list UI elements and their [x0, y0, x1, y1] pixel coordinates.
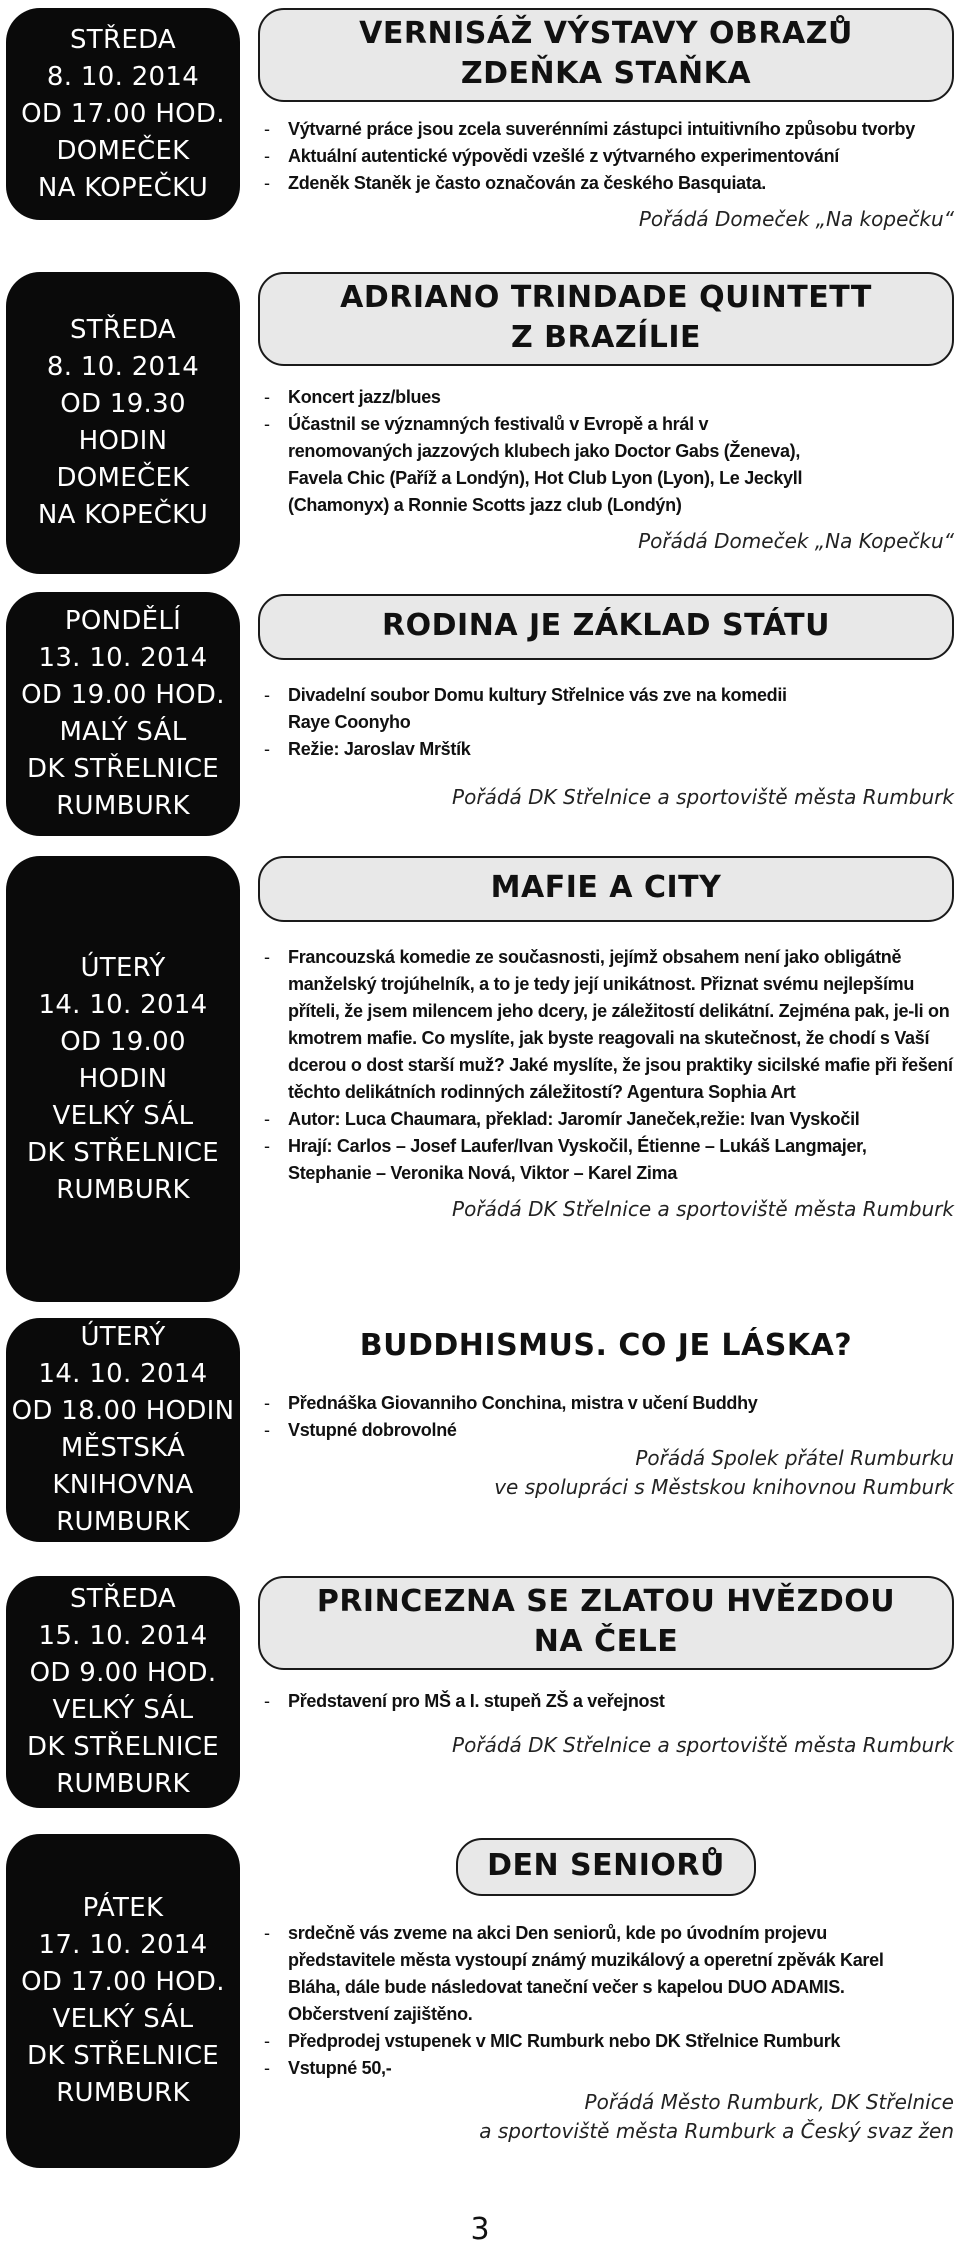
detail-item: - Divadelní soubor Domu kultury Střelnice vás zve na komedii Raye Coonyho	[258, 682, 954, 736]
event-details	[258, 1920, 954, 2082]
date-line: RUMBURK	[56, 1174, 190, 1205]
event-details	[258, 384, 954, 519]
event-title: PRINCEZNA SE ZLATOU HVĚZDOU NA ČELE	[258, 1576, 954, 1670]
detail-item: - Režie: Jaroslav Mrštík	[258, 736, 954, 763]
date-line: DK STŘELNICE	[27, 1732, 219, 1762]
date-line: 14. 10. 2014	[38, 989, 208, 1020]
event-organizer: Pořádá Domeček „Na kopečku“	[638, 207, 954, 231]
detail-item: - Výtvarné práce jsou zcela suverénními zástupci intuitivního způsobu tvorby	[258, 116, 954, 143]
event-date-badge	[6, 592, 240, 836]
event-details	[258, 1688, 954, 1715]
date-line: OD 19.00 HOD.	[21, 680, 225, 710]
detail-item: - Koncert jazz/blues	[258, 384, 954, 411]
date-line: DK STŘELNICE	[27, 2041, 219, 2071]
date-line: OD 19.00	[60, 1026, 186, 1057]
date-line: NA KOPEČKU	[37, 172, 209, 203]
event-date-badge	[6, 1318, 240, 1542]
detail-item: - Zdeněk Staněk je často označován za českého Basquiata.	[258, 170, 954, 197]
detail-item: - Vstupné 50,-	[258, 2055, 954, 2082]
event-content	[258, 272, 954, 556]
date-line: OD 9.00 HOD.	[29, 1658, 217, 1688]
event-date-badge	[6, 856, 240, 1302]
date-line: OD 17.00 HOD.	[21, 98, 225, 129]
date-line: RUMBURK	[56, 791, 190, 821]
date-line: DK STŘELNICE	[27, 754, 219, 784]
date-line: VELKÝ SÁL	[52, 1695, 194, 1725]
detail-item: - Předprodej vstupenek v MIC Rumburk nebo DK Střelnice Rumburk	[258, 2028, 954, 2055]
date-line: STŘEDA	[69, 1584, 177, 1614]
date-line: OD 18.00 HODIN	[11, 1396, 235, 1426]
date-line: 8. 10. 2014	[46, 352, 200, 382]
event-content	[258, 1326, 954, 1502]
detail-item: - Autor: Luca Chaumara, překlad: Jaromír Janeček,režie: Ivan Vyskočil	[258, 1106, 954, 1133]
event-organizer: Pořádá Město Rumburk, DK Střelnice a sportoviště města Rumburk a Český svaz žen	[479, 2090, 954, 2143]
date-line: NA KOPEČKU	[37, 500, 209, 530]
date-line: 17. 10. 2014	[38, 1930, 208, 1960]
event-details	[258, 1390, 954, 1444]
event-date-badge	[6, 1576, 240, 1808]
date-line: MĚSTSKÁ	[60, 1433, 186, 1463]
date-line: VELKÝ SÁL	[52, 2004, 194, 2034]
event-details	[258, 116, 954, 197]
detail-item: - Představení pro MŠ a I. stupeň ZŠ a veřejnost	[258, 1688, 954, 1715]
detail-item: - Vstupné dobrovolné	[258, 1417, 954, 1444]
event-organizer: Pořádá DK Střelnice a sportoviště města Rumburk	[452, 1197, 954, 1221]
event-date-badge	[6, 1834, 240, 2168]
page-number: 3	[470, 2212, 490, 2247]
date-line: OD 19.30	[60, 389, 186, 419]
event-organizer: Pořádá Spolek přátel Rumburku ve spolupráci s Městskou knihovnou Rumburk	[494, 1446, 954, 1499]
event-organizer: Pořádá DK Střelnice a sportoviště města Rumburk	[452, 785, 954, 809]
detail-item: - Hrají: Carlos – Josef Laufer/Ivan Vyskočil, Étienne – Lukáš Langmajer, Stephanie – Veronika Nová, Viktor – Karel Zima	[258, 1133, 954, 1187]
date-line: 13. 10. 2014	[38, 643, 208, 673]
date-line: OD 17.00 HOD.	[21, 1967, 225, 1997]
date-line: DOMEČEK	[56, 463, 190, 493]
event-title: RODINA JE ZÁKLAD STÁTU	[258, 594, 954, 660]
event-content	[258, 8, 954, 234]
event-title: BUDDHISMUS. CO JE LÁSKA?	[359, 1328, 853, 1363]
date-line: STŘEDA	[69, 24, 177, 55]
date-line: 14. 10. 2014	[38, 1359, 208, 1389]
event-details	[258, 682, 954, 763]
date-line: STŘEDA	[69, 315, 177, 345]
event-title: ADRIANO TRINDADE QUINTETT Z BRAZÍLIE	[258, 272, 954, 366]
date-line: RUMBURK	[56, 1507, 190, 1537]
event-details	[258, 944, 954, 1187]
date-line: DK STŘELNICE	[27, 1137, 219, 1168]
event-content	[258, 1576, 954, 1760]
date-line: MALÝ SÁL	[59, 717, 187, 747]
event-title: VERNISÁŽ VÝSTAVY OBRAZŮ ZDEŇKA STAŇKA	[258, 8, 954, 102]
date-line: ÚTERÝ	[80, 952, 166, 983]
detail-item: - srdečně vás zveme na akci Den seniorů, kde po úvodním projevu představitele města vystoupí známý muzikálový a operetní zpěvák Karel Bláha, dále bude následovat taneční večer s kapelou DUO ADAMIS. Občerstvení zajištěno.	[258, 1920, 954, 2028]
event-organizer: Pořádá DK Střelnice a sportoviště města Rumburk	[452, 1733, 954, 1757]
date-line: RUMBURK	[56, 1769, 190, 1799]
date-line: HODIN	[78, 426, 168, 456]
detail-item: - Francouzská komedie ze současnosti, jejímž obsahem není jako obligátně manželský trojúhelník, a to je tedy její unikátnost. Přiznat svému nejlepšímu příteli, že jsem milencem jeho dcery, je záležitostí delikátní. Zejména pak, je-li on kmotrem mafie. Co myslíte, jak byste reagovali na skutečnost, že chodí s Vaší dcerou o dost starší muž? Jaké myslíte, že jsou praktiky sicilské mafie při řešení těchto delikátních rodinných záležitostí? Agentura Sophia Art	[258, 944, 954, 1106]
detail-item: - Přednáška Giovanniho Conchina, mistra v učení Buddhy	[258, 1390, 954, 1417]
event-title: MAFIE A CITY	[258, 856, 954, 922]
event-content	[258, 856, 954, 1224]
date-line: 8. 10. 2014	[46, 61, 200, 92]
date-line: DOMEČEK	[56, 135, 190, 166]
date-line: RUMBURK	[56, 2078, 190, 2108]
date-line: ÚTERÝ	[80, 1322, 166, 1352]
date-line: PÁTEK	[82, 1893, 164, 1923]
event-content	[258, 594, 954, 812]
event-organizer: Pořádá Domeček „Na Kopečku“	[638, 529, 954, 553]
event-date-badge	[6, 272, 240, 574]
date-line: HODIN	[78, 1063, 168, 1094]
detail-item: - Aktuální autentické výpovědi vzešlé z výtvarného experimentování	[258, 143, 954, 170]
event-content	[258, 1838, 954, 2146]
date-line: KNIHOVNA	[52, 1470, 194, 1500]
date-line: 15. 10. 2014	[38, 1621, 208, 1651]
event-date-badge	[6, 8, 240, 220]
detail-item: - Účastnil se významných festivalů v Evropě a hrál v renomovaných jazzových klubech jako Doctor Gabs (Ženeva), Favela Chic (Paříž a Londýn), Hot Club Lyon (Lyon), Le Jeckyll (Chamonyx) a Ronnie Scotts jazz club (Londýn)	[258, 411, 954, 519]
date-line: PONDĚLÍ	[64, 606, 182, 636]
event-title: DEN SENIORŮ	[456, 1838, 756, 1896]
date-line: VELKÝ SÁL	[52, 1100, 194, 1131]
